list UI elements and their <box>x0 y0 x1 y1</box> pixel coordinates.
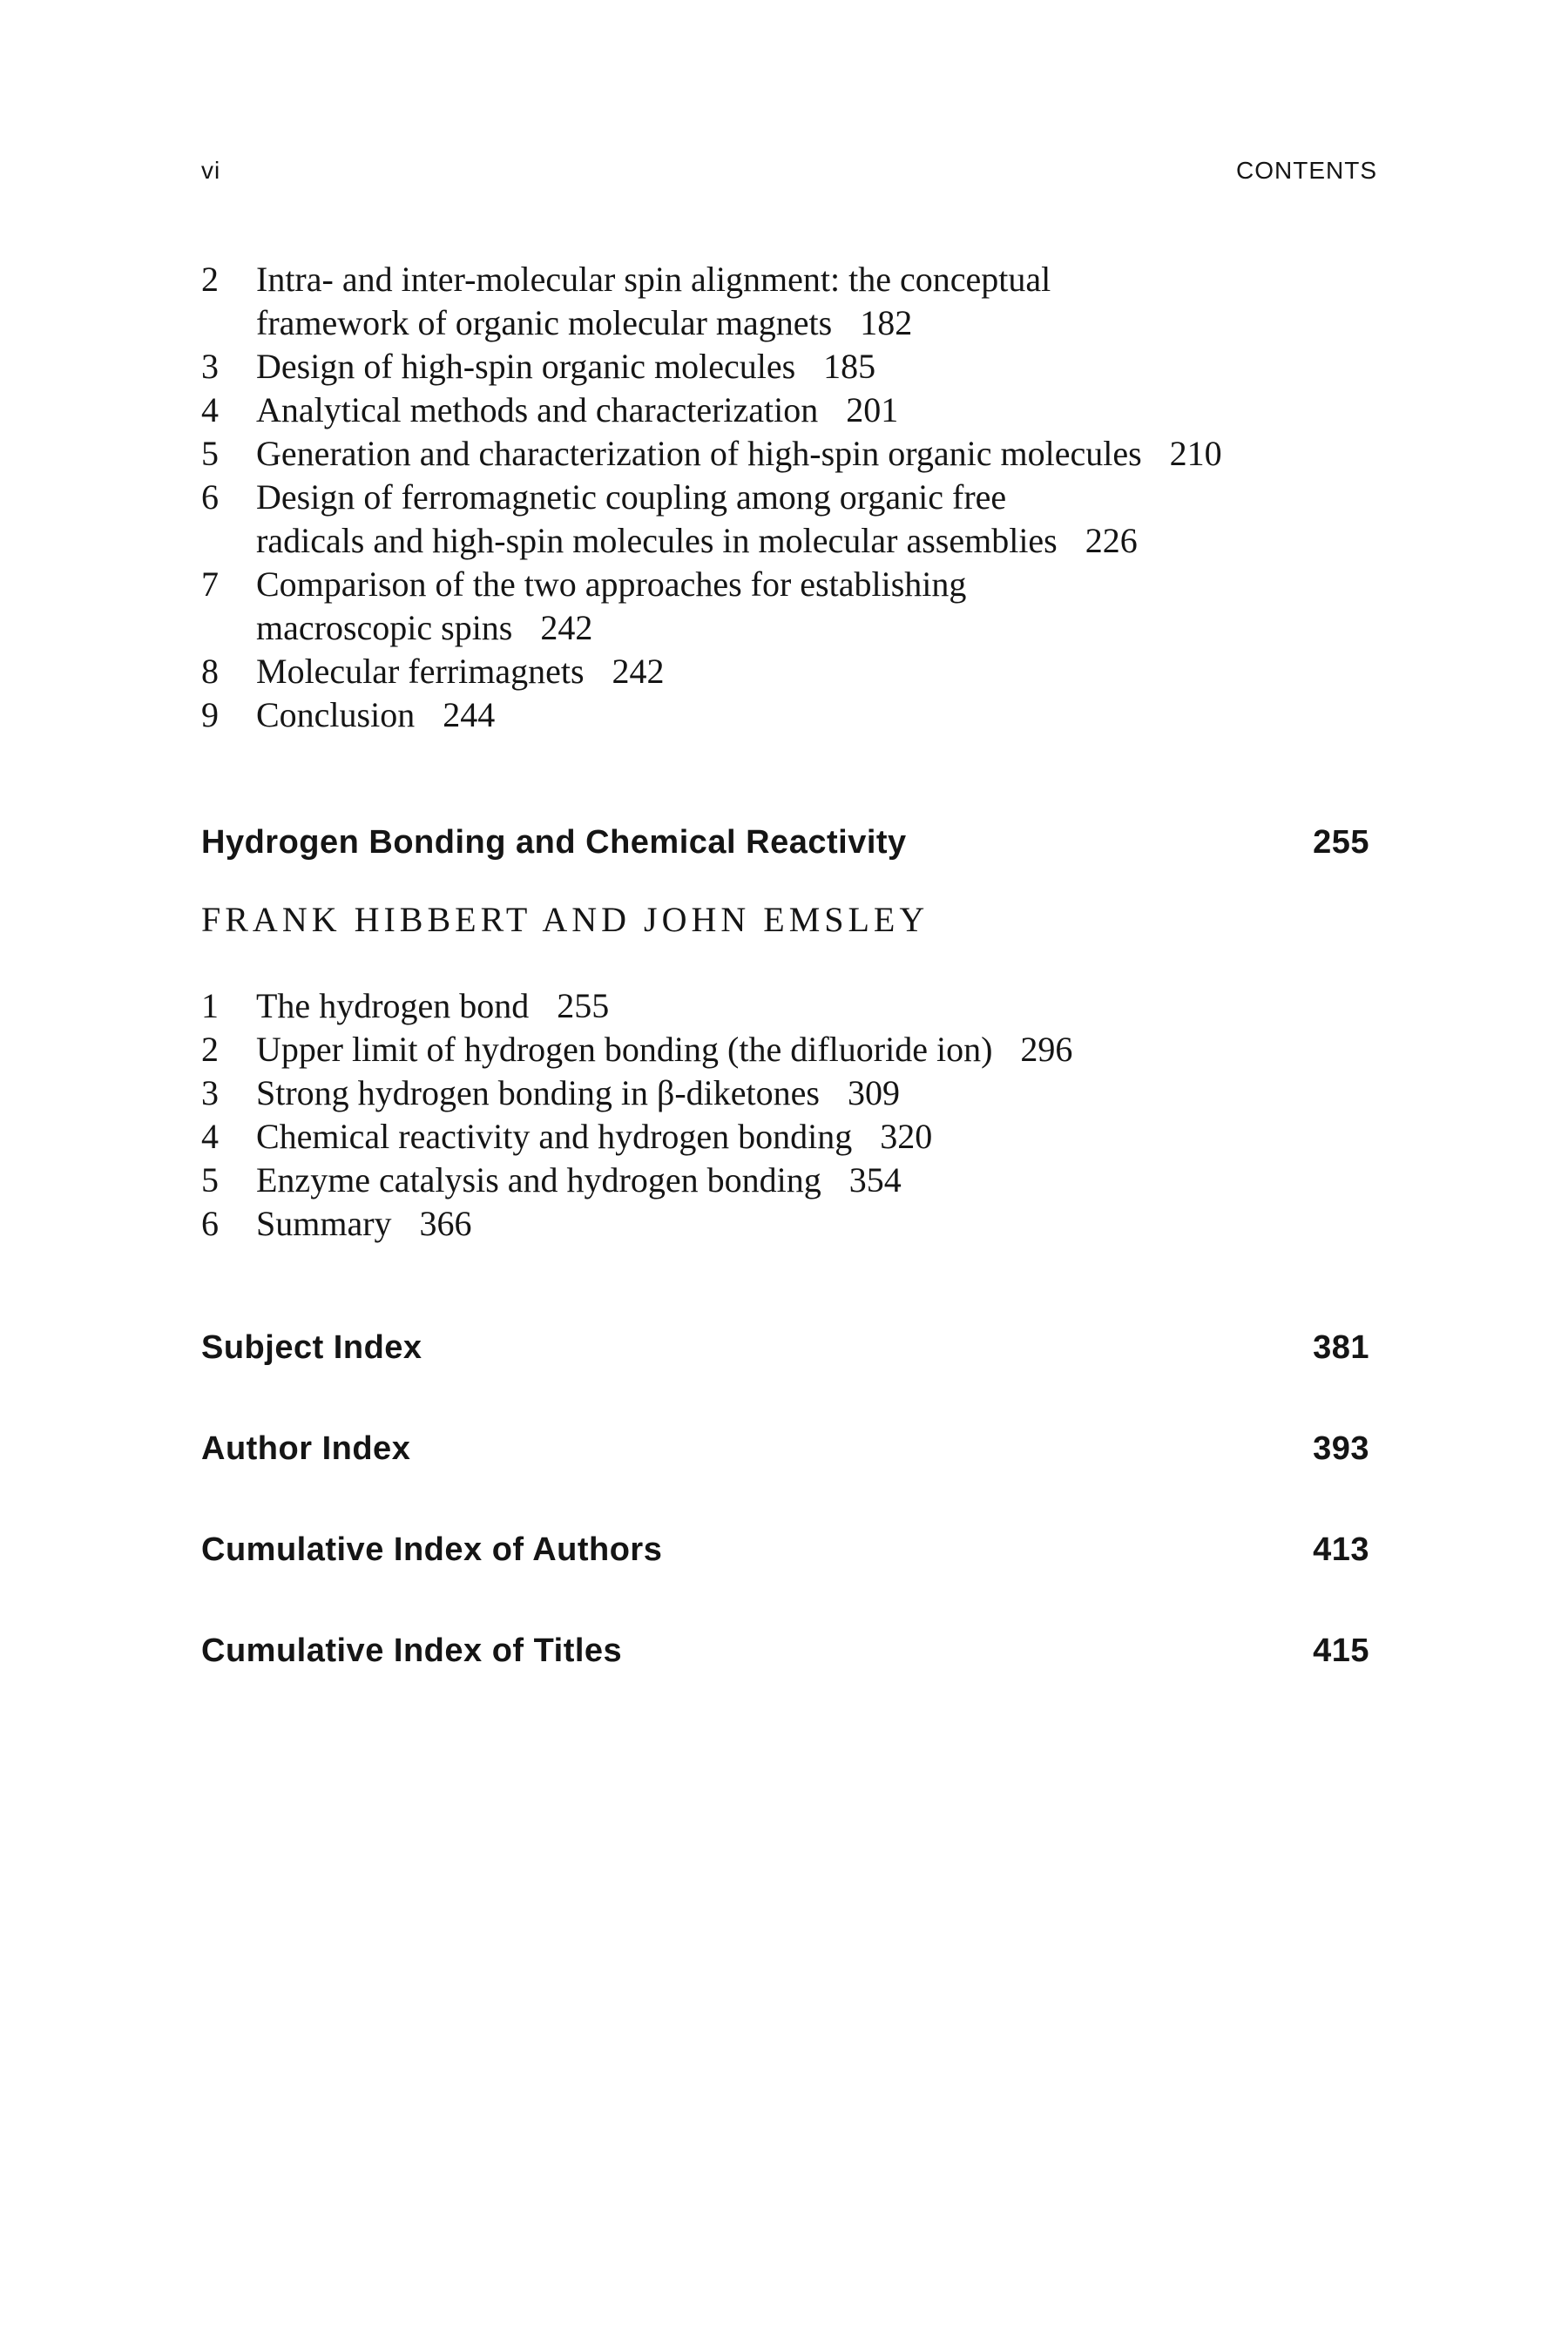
section-title: Intra- and inter-molecular spin alignment: the conceptual <box>256 260 1051 299</box>
toc-section-item <box>201 693 1377 737</box>
section-title-continued: macroscopic spins <box>256 608 513 647</box>
chapter-section-list <box>201 984 1377 1246</box>
chapter-authors: FRANK HIBBERT AND JOHN EMSLEY <box>201 900 929 939</box>
section-number: 8 <box>201 652 219 691</box>
section-title: Generation and characterization of high-spin organic molecules <box>256 434 1142 473</box>
section-number: 2 <box>201 260 219 299</box>
toc-section-item <box>201 650 1377 693</box>
section-number: 5 <box>201 434 219 473</box>
index-title: Cumulative Index of Titles <box>201 1632 623 1669</box>
running-head-title: CONTENTS <box>1236 157 1377 184</box>
section-title: The hydrogen bond <box>256 986 530 1025</box>
section-page: 226 <box>1085 521 1138 560</box>
cumulative-authors-index-heading <box>201 1531 1377 1571</box>
section-title-continued: radicals and high-spin molecules in molecular assemblies <box>256 521 1058 560</box>
toc-section-item <box>201 432 1377 476</box>
section-page: 255 <box>557 986 610 1025</box>
section-title-continued: framework of organic molecular magnets <box>256 303 833 342</box>
running-head <box>201 157 1377 192</box>
section-number: 2 <box>201 1030 219 1069</box>
toc-section-item <box>201 476 1377 563</box>
toc-section-item <box>201 1071 1377 1115</box>
section-page: 182 <box>860 303 913 342</box>
chapter-title: Hydrogen Bonding and Chemical Reactivity <box>201 824 907 861</box>
section-title: Conclusion <box>256 695 416 734</box>
section-title: Design of ferromagnetic coupling among organic free <box>256 477 1007 517</box>
section-title: Summary <box>256 1204 392 1243</box>
toc-section-item <box>201 389 1377 432</box>
toc-section-item <box>201 563 1377 650</box>
section-page: 366 <box>419 1204 472 1243</box>
section-page: 210 <box>1169 434 1222 473</box>
cumulative-titles-index-heading <box>201 1632 1377 1673</box>
section-number: 1 <box>201 986 219 1025</box>
index-title: Author Index <box>201 1430 411 1467</box>
subject-index-heading <box>201 1329 1377 1369</box>
section-page: 244 <box>443 695 496 734</box>
section-number: 6 <box>201 477 219 517</box>
section-page: 242 <box>540 608 593 647</box>
section-page: 242 <box>612 652 665 691</box>
index-page: 381 <box>1313 1329 1369 1366</box>
section-number: 9 <box>201 695 219 734</box>
section-title: Design of high-spin organic molecules <box>256 347 796 386</box>
toc-section-item <box>201 1202 1377 1246</box>
section-title: Comparison of the two approaches for establishing <box>256 564 967 604</box>
section-page: 354 <box>848 1160 902 1200</box>
section-title: Chemical reactivity and hydrogen bonding <box>256 1117 853 1156</box>
section-page: 185 <box>823 347 876 386</box>
toc-section-item <box>201 1028 1377 1071</box>
section-page: 201 <box>846 390 899 429</box>
index-page: 393 <box>1313 1430 1369 1467</box>
section-title: Enzyme catalysis and hydrogen bonding <box>256 1160 821 1200</box>
toc-section-item <box>201 984 1377 1028</box>
section-title: Upper limit of hydrogen bonding (the difluoride ion) <box>256 1030 993 1069</box>
section-page: 320 <box>880 1117 933 1156</box>
toc-section-item <box>201 345 1377 389</box>
section-number: 4 <box>201 1117 219 1156</box>
section-title: Strong hydrogen bonding in β-diketones <box>256 1073 820 1112</box>
section-title: Molecular ferrimagnets <box>256 652 585 691</box>
index-page: 415 <box>1313 1632 1369 1669</box>
section-page: 309 <box>847 1073 900 1112</box>
section-number: 6 <box>201 1204 219 1243</box>
section-number: 4 <box>201 390 219 429</box>
section-number: 3 <box>201 1073 219 1112</box>
author-index-heading <box>201 1430 1377 1470</box>
index-title: Cumulative Index of Authors <box>201 1531 663 1568</box>
index-page: 413 <box>1313 1531 1369 1568</box>
page-folio: vi <box>201 157 221 184</box>
chapter-page: 255 <box>1313 824 1369 861</box>
toc-section-item <box>201 258 1377 345</box>
section-number: 7 <box>201 564 219 604</box>
index-title: Subject Index <box>201 1329 422 1366</box>
toc-section-item <box>201 1115 1377 1159</box>
section-number: 5 <box>201 1160 219 1200</box>
section-title: Analytical methods and characterization <box>256 390 819 429</box>
toc-section-item <box>201 1159 1377 1202</box>
chapter-continued-section-list <box>201 258 1377 737</box>
section-number: 3 <box>201 347 219 386</box>
section-page: 296 <box>1020 1030 1073 1069</box>
